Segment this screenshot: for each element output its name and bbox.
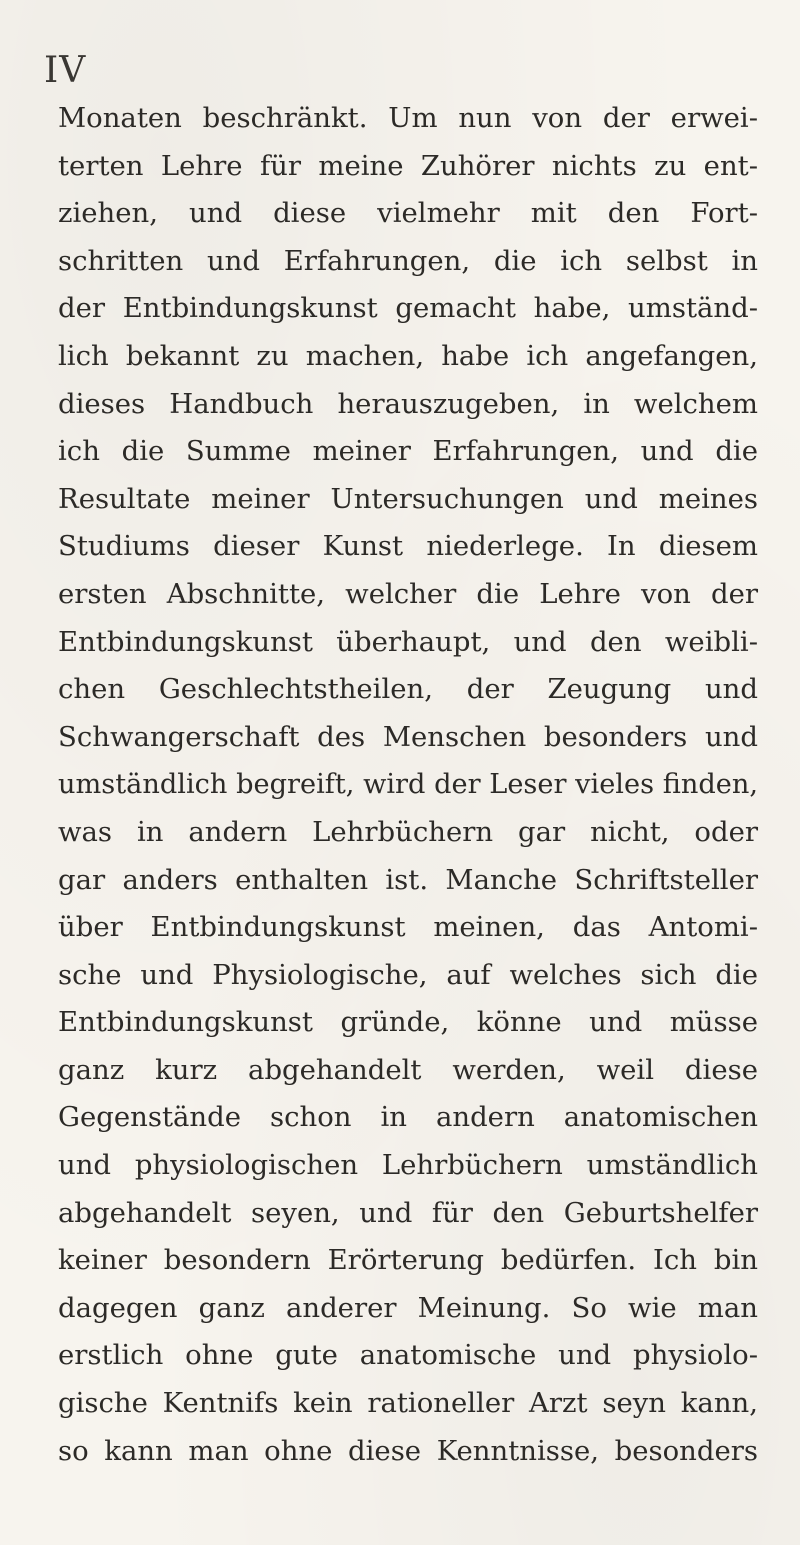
- text-line: was in andern Lehrbüchern gar nicht, oder: [58, 815, 758, 848]
- text-line: chen Geschlechtstheilen, der Zeugung und: [58, 673, 758, 706]
- text-line: über Entbindungskunst meinen, das Antomi-: [58, 911, 758, 944]
- text-line: Monaten beschränkt. Um nun von der erwei-: [58, 102, 758, 134]
- text-line: sche und Physiologische, auf welches sich die: [58, 958, 758, 991]
- text-line: Resultate meiner Untersuchungen und meines: [58, 482, 758, 515]
- text-line: ziehen, und diese vielmehr mit den Fort-: [58, 197, 758, 230]
- text-line: der Entbindungskunst gemacht habe, umständ-: [58, 292, 758, 325]
- text-line: dagegen ganz anderer Meinung. So wie man: [58, 1291, 758, 1324]
- text-line: schritten und Erfahrungen, die ich selbst in: [58, 244, 758, 277]
- text-line: gische Kentnifs kein rationeller Arzt seyn kann,: [58, 1387, 758, 1420]
- text-line: ersten Abschnitte, welcher die Lehre von der: [58, 577, 758, 610]
- text-line: und physiologischen Lehrbüchern umständlich: [58, 1149, 758, 1182]
- text-line: terten Lehre für meine Zuhörer nichts zu ent-: [58, 149, 758, 182]
- text-line: erstlich ohne gute anatomische und physiolo-: [58, 1339, 758, 1372]
- text-line: umständlich begreift, wird der Leser vieles finden,: [58, 769, 758, 801]
- text-line: dieses Handbuch herauszugeben, in welchem: [58, 387, 758, 420]
- body-text: [58, 95, 758, 1475]
- text-line: lich bekannt zu machen, habe ich angefangen,: [58, 339, 758, 372]
- text-line: ganz kurz abgehandelt werden, weil diese: [58, 1053, 758, 1086]
- text-line: so kann man ohne diese Kenntnisse, besonders: [58, 1434, 758, 1467]
- text-line: Entbindungskunst überhaupt, und den weibli-: [58, 625, 758, 658]
- text-line: Studiums dieser Kunst niederlege. In diesem: [58, 530, 758, 563]
- text-line: Entbindungskunst gründe, könne und müsse: [58, 1006, 758, 1039]
- text-line: ich die Summe meiner Erfahrungen, und die: [58, 435, 758, 468]
- text-line: Schwangerschaft des Menschen besonders und: [58, 720, 758, 753]
- text-line: gar anders enthalten ist. Manche Schriftsteller: [58, 863, 758, 896]
- text-line: Gegenstände schon in andern anatomischen: [58, 1101, 758, 1134]
- page-number: IV: [44, 50, 87, 91]
- text-line: keiner besondern Erörterung bedürfen. Ich bin: [58, 1244, 758, 1277]
- text-line: abgehandelt seyen, und für den Geburtshelfer: [58, 1196, 758, 1229]
